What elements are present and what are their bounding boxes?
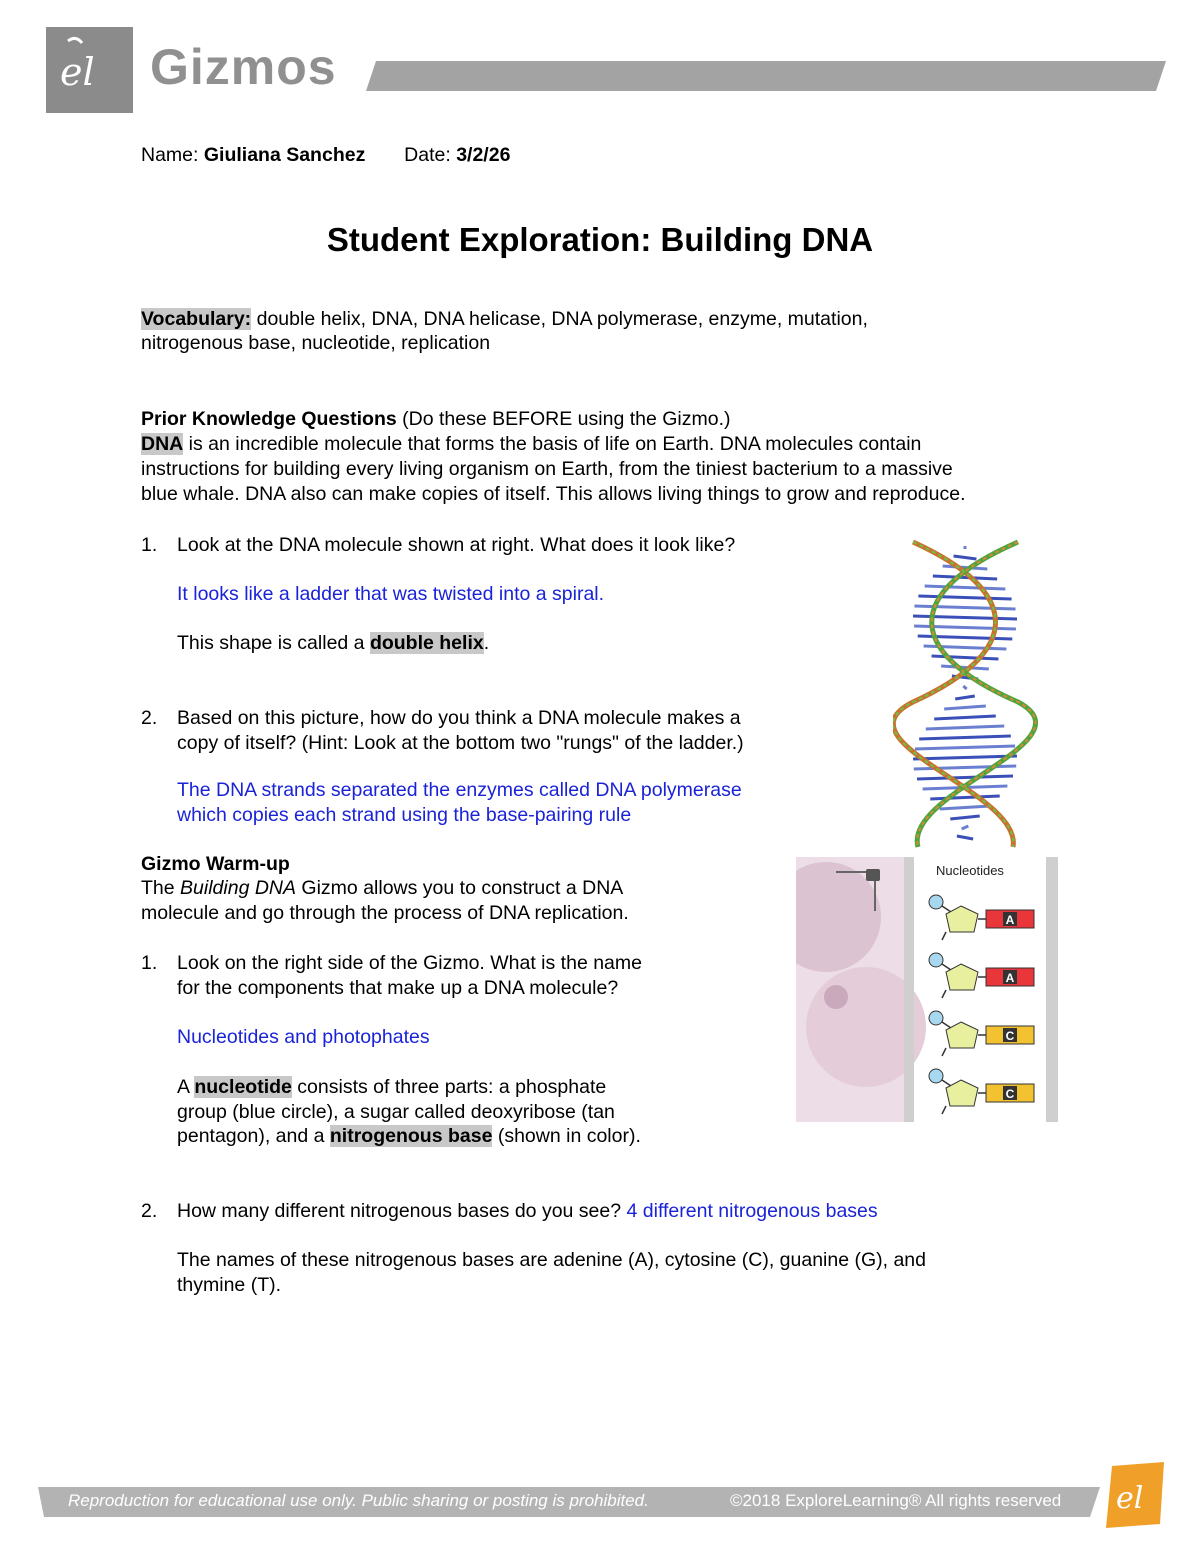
warmup-q1-answer: Nucleotides and photophates — [177, 1026, 430, 1048]
helix-rung — [950, 816, 979, 819]
warmup-q2-note-1: The names of these nitrogenous bases are adenine (A), cytosine (C), guanine (G), and — [177, 1249, 926, 1271]
phosphate-icon — [929, 1069, 943, 1083]
prior-paragraph-line-1 — [141, 432, 921, 457]
nucleotides-title: Nucleotides — [936, 863, 1004, 878]
q-text: Look on the right side of the Gizmo. What is the name — [177, 952, 642, 974]
helix-rung — [930, 796, 999, 799]
warmup-q2 — [141, 1199, 878, 1224]
phosphate-icon — [929, 895, 943, 909]
dna-double-helix-image — [893, 532, 1038, 854]
vocabulary-line-1 — [141, 307, 868, 332]
helix-rung — [913, 616, 1017, 619]
helix-rung — [963, 686, 966, 689]
phosphate-icon — [929, 1011, 943, 1025]
helix-rung — [934, 716, 996, 719]
gizmo-nucleotides-screenshot — [796, 857, 1058, 1122]
helix-rung — [954, 556, 977, 559]
q-number: 1. — [141, 534, 158, 556]
warmup-q1-note-1 — [177, 1075, 606, 1100]
helix-rung — [914, 606, 1015, 609]
name-value: Giuliana Sanchez — [203, 144, 366, 166]
note-text: consists of three parts: a phosphate — [291, 1076, 607, 1098]
helix-rung — [962, 826, 969, 829]
q-text: Look at the DNA molecule shown at right. What does it look like? — [177, 534, 736, 556]
date-label: Date: — [404, 144, 451, 166]
warmup-q2-note-2: thymine (T). — [177, 1274, 282, 1296]
prior-q1-answer: It looks like a ladder that was twisted into a spiral. — [177, 583, 605, 605]
brand-name: Gizmos — [150, 39, 337, 95]
helix-rung — [944, 706, 986, 709]
warmup-q1-note-3 — [177, 1124, 641, 1149]
prior-q1-note — [177, 631, 489, 656]
prior-paragraph-line-2: instructions for building every living organism on Earth, from the tiniest bacterium to a massive — [141, 458, 953, 480]
note-text: pentagon), and a — [177, 1125, 330, 1147]
base-label: A — [1005, 913, 1015, 927]
dna-term: DNA — [141, 433, 184, 455]
warmup-intro-1 — [141, 876, 623, 901]
explorelearning-logo-icon — [1102, 1462, 1168, 1530]
prior-paragraph-line-3: blue whale. DNA also can make copies of itself. This allows living things to grow and reproduce. — [141, 483, 966, 505]
warmup-q2-answer: 4 different nitrogenous bases — [626, 1200, 878, 1222]
prior-q2-answer-2: which copies each strand using the base-pairing rule — [177, 804, 632, 826]
phosphate-icon — [929, 953, 943, 967]
warmup-q1-line-1 — [141, 951, 642, 976]
prior-p1: is an incredible molecule that forms the basis of life on Earth. DNA molecules contain — [183, 433, 922, 455]
camera-icon — [866, 869, 880, 881]
name-date-line — [141, 143, 510, 168]
note-text: This shape is called a — [177, 632, 370, 654]
intro-text: The — [141, 877, 181, 899]
q-text: How many different nitrogenous bases do you see? — [177, 1200, 627, 1222]
prior-heading-text: Prior Knowledge Questions — [141, 408, 397, 430]
helix-rung — [926, 726, 1005, 729]
intro-text: Gizmo allows you to construct a DNA — [296, 877, 624, 899]
footer-copyright: ©2018 ExploreLearning® All rights reserved — [730, 1491, 1062, 1510]
vocabulary-label: Vocabulary: — [141, 308, 252, 330]
helix-rung — [917, 776, 1013, 779]
name-label: Name: — [141, 144, 199, 166]
base-label: C — [1005, 1029, 1015, 1043]
helix-rung — [924, 646, 1007, 649]
prior-q1 — [141, 533, 735, 558]
gizmo-name: Building DNA — [180, 877, 297, 899]
helix-rung — [918, 596, 1011, 599]
helix-rung — [915, 746, 1015, 749]
svg-text:el: el — [60, 50, 95, 94]
svg-text:el: el — [1116, 1481, 1144, 1516]
warmup-q1-note-2: group (blue circle), a sugar called deoxyribose (tan — [177, 1101, 615, 1123]
double-helix-term: double helix — [369, 632, 484, 654]
footer-disclaimer: Reproduction for educational use only. Public sharing or posting is prohibited. — [68, 1491, 649, 1510]
prior-heading-note: (Do these BEFORE using the Gizmo.) — [396, 408, 731, 430]
header-bar — [366, 61, 1166, 91]
base-label: A — [1005, 971, 1015, 985]
page-title: Student Exploration: Building DNA — [326, 221, 874, 258]
q-number: 1. — [141, 952, 158, 974]
date-value: 3/2/26 — [456, 144, 511, 166]
warmup-q1-line-2: for the components that make up a DNA molecule? — [177, 977, 619, 999]
helix-rung — [957, 836, 973, 839]
note-text: A — [177, 1076, 195, 1098]
note-text: . — [483, 632, 490, 654]
prior-q2-line-1 — [141, 706, 741, 731]
vocabulary-text-1: double helix, DNA, DNA helicase, DNA polymerase, enzyme, mutation, — [251, 308, 868, 330]
helix-rung — [933, 576, 997, 579]
warmup-heading: Gizmo Warm-up — [141, 853, 290, 875]
q-number: 2. — [141, 1200, 158, 1222]
helix-rung — [914, 626, 1016, 629]
nitrogenous-base-term: nitrogenous base — [329, 1125, 493, 1147]
helix-rung — [925, 586, 1006, 589]
nucleotide-term: nucleotide — [194, 1076, 292, 1098]
helix-rung — [955, 696, 975, 699]
vocabulary-line-2: nitrogenous base, nucleotide, replication — [141, 332, 491, 354]
q-text: Based on this picture, how do you think a DNA molecule makes a — [177, 707, 741, 729]
base-label: C — [1005, 1087, 1015, 1101]
note-text: (shown in color). — [492, 1125, 641, 1147]
helix-rung — [932, 656, 999, 659]
warmup-intro-2: molecule and go through the process of DNA replication. — [141, 902, 629, 924]
helix-rung — [940, 806, 991, 809]
prior-q2-line-2: copy of itself? (Hint: Look at the bottom two "rungs" of the ladder.) — [177, 732, 744, 754]
gizmos-logo-icon — [46, 27, 133, 113]
q-number: 2. — [141, 707, 158, 729]
helix-rung — [919, 736, 1011, 739]
prior-knowledge-heading — [141, 407, 731, 432]
prior-q2-answer-1: The DNA strands separated the enzymes called DNA polymerase — [177, 779, 742, 801]
